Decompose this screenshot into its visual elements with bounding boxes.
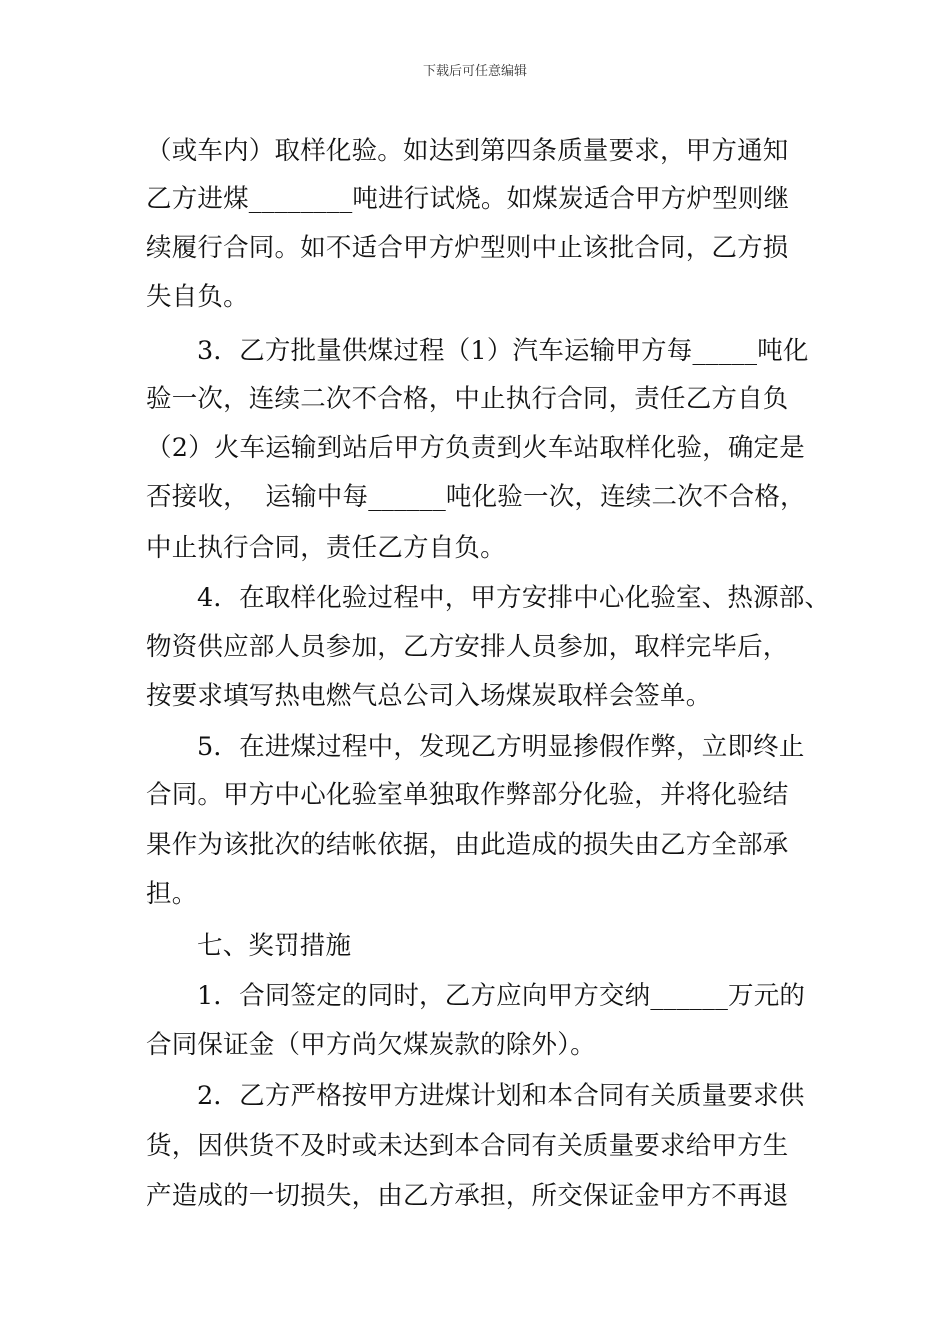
text-line: 3．乙方批量供煤过程（1）汽车运输甲方每_____吨化: [197, 336, 809, 366]
text-line: 乙方进煤________吨进行试烧。如煤炭适合甲方炉型则继: [146, 184, 790, 214]
text-line: 担。: [146, 879, 198, 909]
text-line: 1．合同签定的同时，乙方应向甲方交纳______万元的: [197, 981, 806, 1011]
text-line: 合同保证金（甲方尚欠煤炭款的除外）。: [146, 1030, 596, 1060]
text-line: 失自负。: [146, 282, 249, 312]
text-line: （或车内）取样化验。如达到第四条质量要求，甲方通知: [146, 136, 789, 166]
text-line: 合同。甲方中心化验室单独取作弊部分化验，并将化验结: [146, 780, 789, 810]
text-line: 续履行合同。如不适合甲方炉型则中止该批合同，乙方损: [146, 233, 789, 263]
section-heading: 七、奖罚措施: [197, 931, 352, 961]
text-line: 物资供应部人员参加，乙方安排人员参加，取样完毕后，: [146, 632, 789, 662]
text-line: 按要求填写热电燃气总公司入场煤炭取样会签单。: [146, 681, 712, 711]
text-line: 中止执行合同，责任乙方自负。: [146, 533, 506, 563]
text-line: 5．在进煤过程中，发现乙方明显掺假作弊，立即终止: [197, 732, 805, 762]
page-header: 下载后可任意编辑: [422, 64, 527, 79]
text-line: 2．乙方严格按甲方进煤计划和本合同有关质量要求供: [197, 1081, 805, 1111]
text-line: 货，因供货不及时或未达到本合同有关质量要求给甲方生: [146, 1131, 789, 1161]
text-line: 果作为该批次的结帐依据，由此造成的损失由乙方全部承: [146, 830, 789, 860]
text-line: 4．在取样化验过程中，甲方安排中心化验室、热源部、: [197, 583, 831, 613]
text-line: 验一次，连续二次不合格，中止执行合同，责任乙方自负: [146, 384, 789, 414]
text-line: （2）火车运输到站后甲方负责到火车站取样化验，确定是: [146, 433, 805, 463]
text-line: 否接收， 运输中每______吨化验一次，连续二次不合格，: [146, 482, 806, 512]
text-line: 产造成的一切损失，由乙方承担，所交保证金甲方不再退: [146, 1181, 789, 1211]
